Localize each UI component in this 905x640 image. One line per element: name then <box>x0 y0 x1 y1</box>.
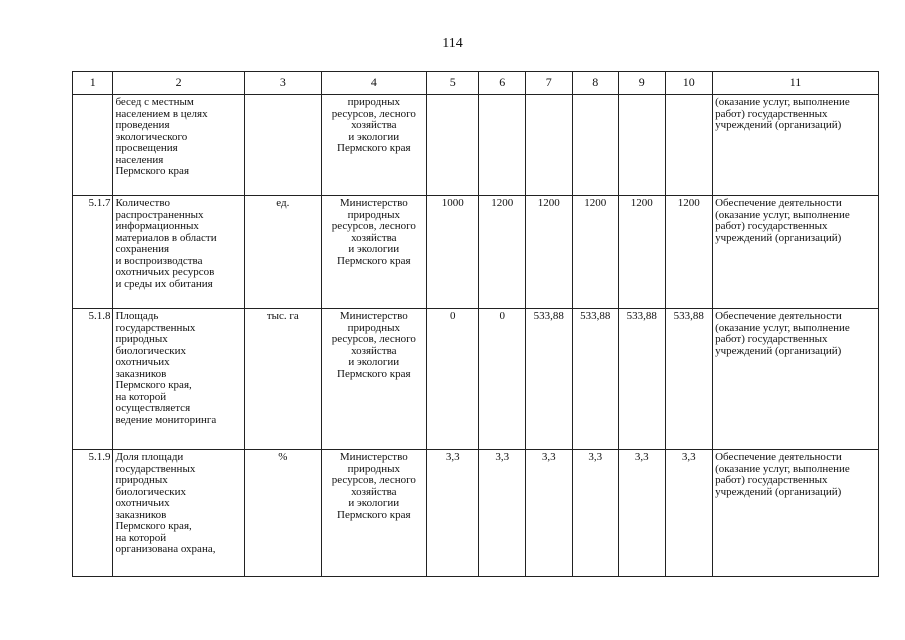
value-cell: 1200 <box>479 196 526 309</box>
indicator-name: Количество распространенных информационных материалов в области сохранения и воспроизводства охотничьих ресурсов и среды их обитания <box>113 196 244 309</box>
row-number: 5.1.8 <box>73 309 113 450</box>
unit-of-measure <box>244 95 321 196</box>
table-row <box>73 309 879 450</box>
column-header: 11 <box>713 72 879 95</box>
value-cell <box>665 95 713 196</box>
row-number: 5.1.9 <box>73 450 113 577</box>
value-cell: 1200 <box>526 196 573 309</box>
value-cell: 3,3 <box>619 450 666 577</box>
column-header: 6 <box>479 72 526 95</box>
value-cell: 1000 <box>426 196 479 309</box>
column-header: 5 <box>426 72 479 95</box>
unit-of-measure: тыс. га <box>244 309 321 450</box>
value-cell <box>526 95 573 196</box>
program-indicators-table <box>72 71 879 577</box>
value-cell: 3,3 <box>665 450 713 577</box>
column-number-header-row <box>73 72 879 95</box>
unit-of-measure: ед. <box>244 196 321 309</box>
value-cell <box>479 95 526 196</box>
column-header: 2 <box>113 72 244 95</box>
column-header: 7 <box>526 72 573 95</box>
row-number <box>73 95 113 196</box>
funding-note: Обеспечение деятельности (оказание услуг, выполнение работ) государственных учреждений (организаций) <box>713 309 879 450</box>
value-cell: 0 <box>479 309 526 450</box>
value-cell: 533,88 <box>665 309 713 450</box>
responsible-executor: Министерство природных ресурсов, лесного хозяйства и экологии Пермского края <box>321 450 426 577</box>
column-header: 4 <box>321 72 426 95</box>
responsible-executor: Министерство природных ресурсов, лесного хозяйства и экологии Пермского края <box>321 309 426 450</box>
column-header: 1 <box>73 72 113 95</box>
column-header: 9 <box>619 72 666 95</box>
funding-note: Обеспечение деятельности (оказание услуг, выполнение работ) государственных учреждений (организаций) <box>713 196 879 309</box>
table-row <box>73 196 879 309</box>
responsible-executor: природных ресурсов, лесного хозяйства и экологии Пермского края <box>321 95 426 196</box>
value-cell: 0 <box>426 309 479 450</box>
value-cell: 3,3 <box>426 450 479 577</box>
responsible-executor: Министерство природных ресурсов, лесного хозяйства и экологии Пермского края <box>321 196 426 309</box>
table-row <box>73 95 879 196</box>
indicator-name: Доля площади государственных природных биологических охотничьих заказников Пермского края, на которой организована охрана, <box>113 450 244 577</box>
indicator-name: бесед с местным населением в целях проведения экологического просвещения населения Пермского края <box>113 95 244 196</box>
value-cell: 533,88 <box>619 309 666 450</box>
value-cell: 3,3 <box>572 450 619 577</box>
table-row <box>73 450 879 577</box>
column-header: 10 <box>665 72 713 95</box>
value-cell: 1200 <box>665 196 713 309</box>
funding-note: (оказание услуг, выполнение работ) государственных учреждений (организаций) <box>713 95 879 196</box>
value-cell: 533,88 <box>526 309 573 450</box>
funding-note: Обеспечение деятельности (оказание услуг, выполнение работ) государственных учреждений (организаций) <box>713 450 879 577</box>
value-cell <box>619 95 666 196</box>
value-cell: 533,88 <box>572 309 619 450</box>
value-cell <box>572 95 619 196</box>
value-cell: 1200 <box>619 196 666 309</box>
value-cell: 3,3 <box>479 450 526 577</box>
page-number: 114 <box>442 36 463 51</box>
unit-of-measure: % <box>244 450 321 577</box>
value-cell <box>426 95 479 196</box>
column-header: 8 <box>572 72 619 95</box>
row-number: 5.1.7 <box>73 196 113 309</box>
value-cell: 3,3 <box>526 450 573 577</box>
indicator-name: Площадь государственных природных биологических охотничьих заказников Пермского края, на которой осуществляется ведение мониторинга <box>113 309 244 450</box>
column-header: 3 <box>244 72 321 95</box>
value-cell: 1200 <box>572 196 619 309</box>
